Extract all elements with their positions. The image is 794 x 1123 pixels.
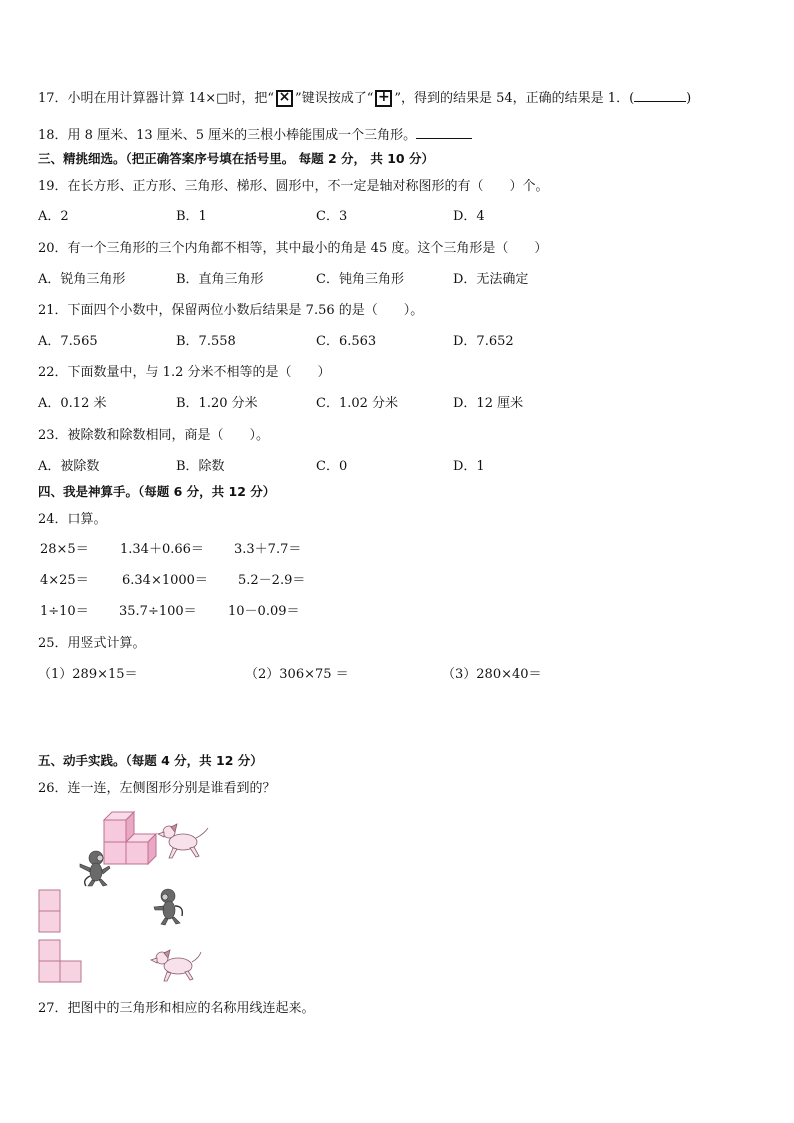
dog-icon	[158, 824, 208, 858]
q22-option-c[interactable]: C．1.02 分米	[316, 396, 399, 411]
q23-option-d[interactable]: D．1	[453, 459, 485, 474]
question-18	[38, 127, 472, 142]
question-26: 26．连一连，左侧图形分别是谁看到的？	[38, 781, 276, 796]
q20-option-c[interactable]: C．钝角三角形	[316, 272, 404, 287]
q17-answer-blank[interactable]	[634, 90, 686, 102]
q21-option-b[interactable]: B．7.558	[176, 334, 236, 349]
q20-option-b[interactable]: B．直角三角形	[176, 272, 264, 287]
q17-suffix: ”，得到的结果是 54，正确的结果是 1．(	[394, 91, 635, 106]
q19-option-a[interactable]: A．2	[38, 209, 69, 224]
q20-option-a[interactable]: A．锐角三角形	[38, 272, 126, 287]
q24-item: 10－0.09＝	[228, 604, 300, 619]
q26-illustration	[30, 808, 230, 990]
q25-item-3: （3）280×40＝	[442, 667, 542, 682]
q25-item-1: （1）289×15＝	[38, 667, 138, 682]
question-22: 22．下面数量中，与 1.2 分米不相等的是（ ）	[38, 365, 331, 380]
q17-prefix: 17．小明在用计算器计算 14×□时，把“	[38, 91, 275, 106]
q22-option-a[interactable]: A．0.12 米	[38, 396, 107, 411]
question-27: 27．把图中的三角形和相应的名称用线连起来。	[38, 1001, 315, 1016]
monkey-icon	[154, 889, 182, 925]
q25-item-2: （2）306×75 ＝	[245, 667, 349, 682]
side-view-figure	[39, 940, 81, 982]
dog-icon	[151, 950, 201, 981]
q18-answer-blank[interactable]	[416, 127, 472, 139]
question-25: 25．用竖式计算。	[38, 636, 146, 651]
q24-item: 4×25＝	[40, 573, 89, 588]
question-23: 23．被除数和除数相同，商是（ ）。	[38, 428, 270, 443]
q19-option-b[interactable]: B．1	[176, 209, 207, 224]
q24-item: 3.3＋7.7＝	[234, 542, 302, 557]
front-view-figure	[39, 890, 60, 932]
q21-option-a[interactable]: A．7.565	[38, 334, 98, 349]
q21-option-c[interactable]: C．6.563	[316, 334, 377, 349]
section-3-title: 三、精挑细选。（把正确答案序号填在括号里。 每题 2 分， 共 10 分）	[38, 151, 434, 166]
section-4-title: 四、我是神算手。（每题 6 分，共 12 分）	[38, 484, 276, 499]
q24-item: 28×5＝	[40, 542, 89, 557]
q22-option-d[interactable]: D．12 厘米	[453, 396, 524, 411]
question-19: 19．在长方形、正方形、三角形、梯形、圆形中，不一定是轴对称图形的有（ ）个。	[38, 179, 549, 194]
q23-option-a[interactable]: A．被除数	[38, 459, 100, 474]
q24-item: 5.2－2.9＝	[238, 573, 306, 588]
q17-close: )	[686, 91, 692, 106]
q19-option-c[interactable]: C．3	[316, 209, 348, 224]
question-24: 24．口算。	[38, 512, 107, 527]
q23-option-c[interactable]: C．0	[316, 459, 348, 474]
q23-option-b[interactable]: B．除数	[176, 459, 225, 474]
q17-middle: ”键误按成了“	[295, 91, 374, 106]
multiply-key-icon: ×	[276, 90, 293, 107]
stacked-cubes-icon	[104, 812, 156, 864]
q20-option-d[interactable]: D．无法确定	[453, 272, 529, 287]
q18-text: 18．用 8 厘米、13 厘米、5 厘米的三根小棒能围成一个三角形。	[38, 128, 417, 143]
q24-item: 6.34×1000＝	[122, 573, 208, 588]
q19-option-d[interactable]: D．4	[453, 209, 485, 224]
q24-item: 35.7÷100＝	[119, 604, 197, 619]
q21-option-d[interactable]: D．7.652	[453, 334, 514, 349]
question-21: 21．下面四个小数中，保留两位小数后结果是 7.56 的是（ ）。	[38, 303, 424, 318]
q24-item: 1.34＋0.66＝	[120, 542, 204, 557]
plus-key-icon: +	[375, 90, 392, 107]
question-20: 20．有一个三角形的三个内角都不相等，其中最小的角是 45 度。这个三角形是（ ）	[38, 241, 548, 256]
q22-option-b[interactable]: B．1.20 分米	[176, 396, 258, 411]
q24-item: 1÷10＝	[40, 604, 89, 619]
question-17	[38, 90, 691, 107]
section-5-title: 五、动手实践。（每题 4 分，共 12 分）	[38, 753, 263, 768]
